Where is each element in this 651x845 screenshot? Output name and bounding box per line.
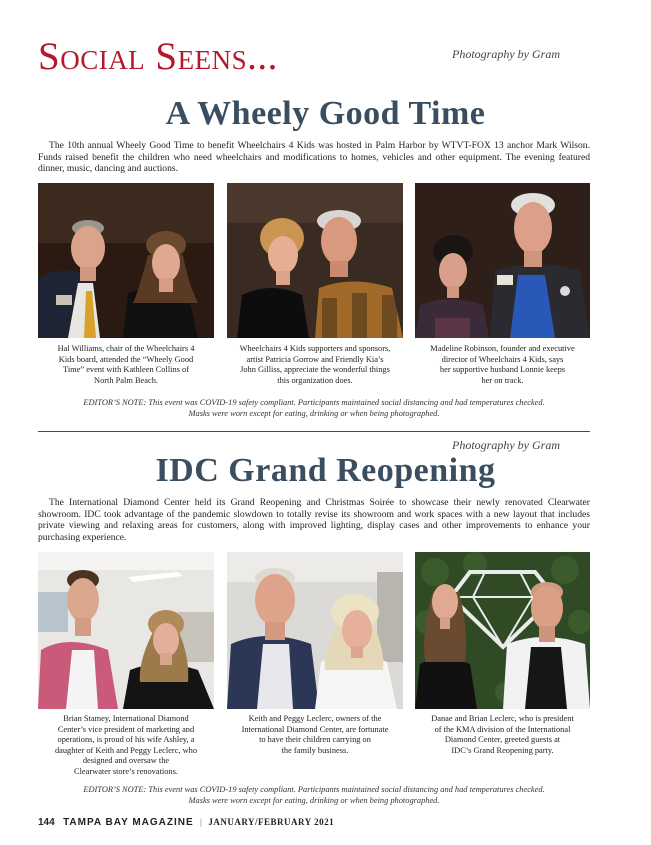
photo-caption: Danae and Brian Leclerc, who is president of the KMA division of the International Diamond Center, greeted guests at IDC’s Grand Reopening party. bbox=[431, 714, 574, 755]
photo-caption: Hal Williams, chair of the Wheelchairs 4 Kids board, attended the “Wheely Good Time” event with Kathleen Collins of North Palm Beach. bbox=[57, 344, 195, 385]
event-intro: The 10th annual Wheely Good Time to benefit Wheelchairs 4 Kids was hosted in Palm Harbor by WTVT-FOX 13 anchor Mark Wilson. Funds raised benefit the children who need wheelchairs and modifications to homes, vehicles and other equipment. The evening featured dinner, music, dancing and auctions. bbox=[38, 140, 590, 175]
section-divider bbox=[38, 431, 590, 432]
photo-caption: Brian Stamey, International Diamond Center’s vice president of marketing and operations, is proud of his wife Ashley, a daughter of Keith and Peggy Leclerc, who designed and oversaw the Clearwater store’s renovations. bbox=[54, 714, 198, 776]
photo-caption: Keith and Peggy Leclerc, owners of the International Diamond Center, are fortunate to have their children carrying on the family business. bbox=[241, 714, 389, 755]
event-photo bbox=[227, 552, 403, 709]
section-header: Social Seens... bbox=[38, 35, 278, 78]
photo-credit: Photography by Gram bbox=[452, 438, 560, 452]
photo-caption: Madeline Robinson, founder and executive director of Wheelchairs 4 Kids, says her supportive husband Lonnie keeps her on track. bbox=[430, 344, 575, 385]
event-photo bbox=[38, 183, 214, 338]
event-photo bbox=[415, 183, 590, 338]
editors-note: EDITOR’S NOTE: This event was COVID-19 safety compliant. Participants maintained social distancing and had temperatures checked. Masks were worn except for eating, drinking or when being photographed. bbox=[83, 785, 545, 805]
event-title-wheely-good-time: A Wheely Good Time bbox=[165, 95, 486, 132]
issue-date: JANUARY/FEBRUARY 2021 bbox=[208, 817, 335, 827]
event-photo bbox=[38, 552, 214, 709]
page-footer bbox=[38, 817, 334, 828]
event-photo bbox=[415, 552, 590, 709]
footer-separator: | bbox=[200, 818, 202, 828]
event-photo bbox=[227, 183, 403, 338]
event-title-idc-grand-reopening: IDC Grand Reopening bbox=[155, 452, 496, 489]
page-number: 144 bbox=[38, 817, 55, 828]
photo-caption: Wheelchairs 4 Kids supporters and sponsors, artist Patricia Gorrow and Friendly Kia’s John Gilliss, appreciate the wonderful things this organization does. bbox=[239, 344, 391, 385]
editors-note: EDITOR’S NOTE: This event was COVID-19 safety compliant. Participants maintained social distancing and had temperatures checked. Masks were worn except for eating, drinking or when being photographed. bbox=[83, 398, 545, 418]
photo-credit: Photography by Gram bbox=[452, 47, 560, 61]
magazine-name: TAMPA BAY MAGAZINE bbox=[63, 817, 194, 828]
event-intro: The International Diamond Center held its Grand Reopening and Christmas Soirée to showcase their newly renovated Clearwater showroom. IDC took advantage of the pandemic slowdown to totally revise its showroom and work spaces with a new layout that includes private viewing and relaxing areas for customers, along with improved lighting, display cases and other improvements to enhance your purchasing experience. bbox=[38, 497, 590, 543]
